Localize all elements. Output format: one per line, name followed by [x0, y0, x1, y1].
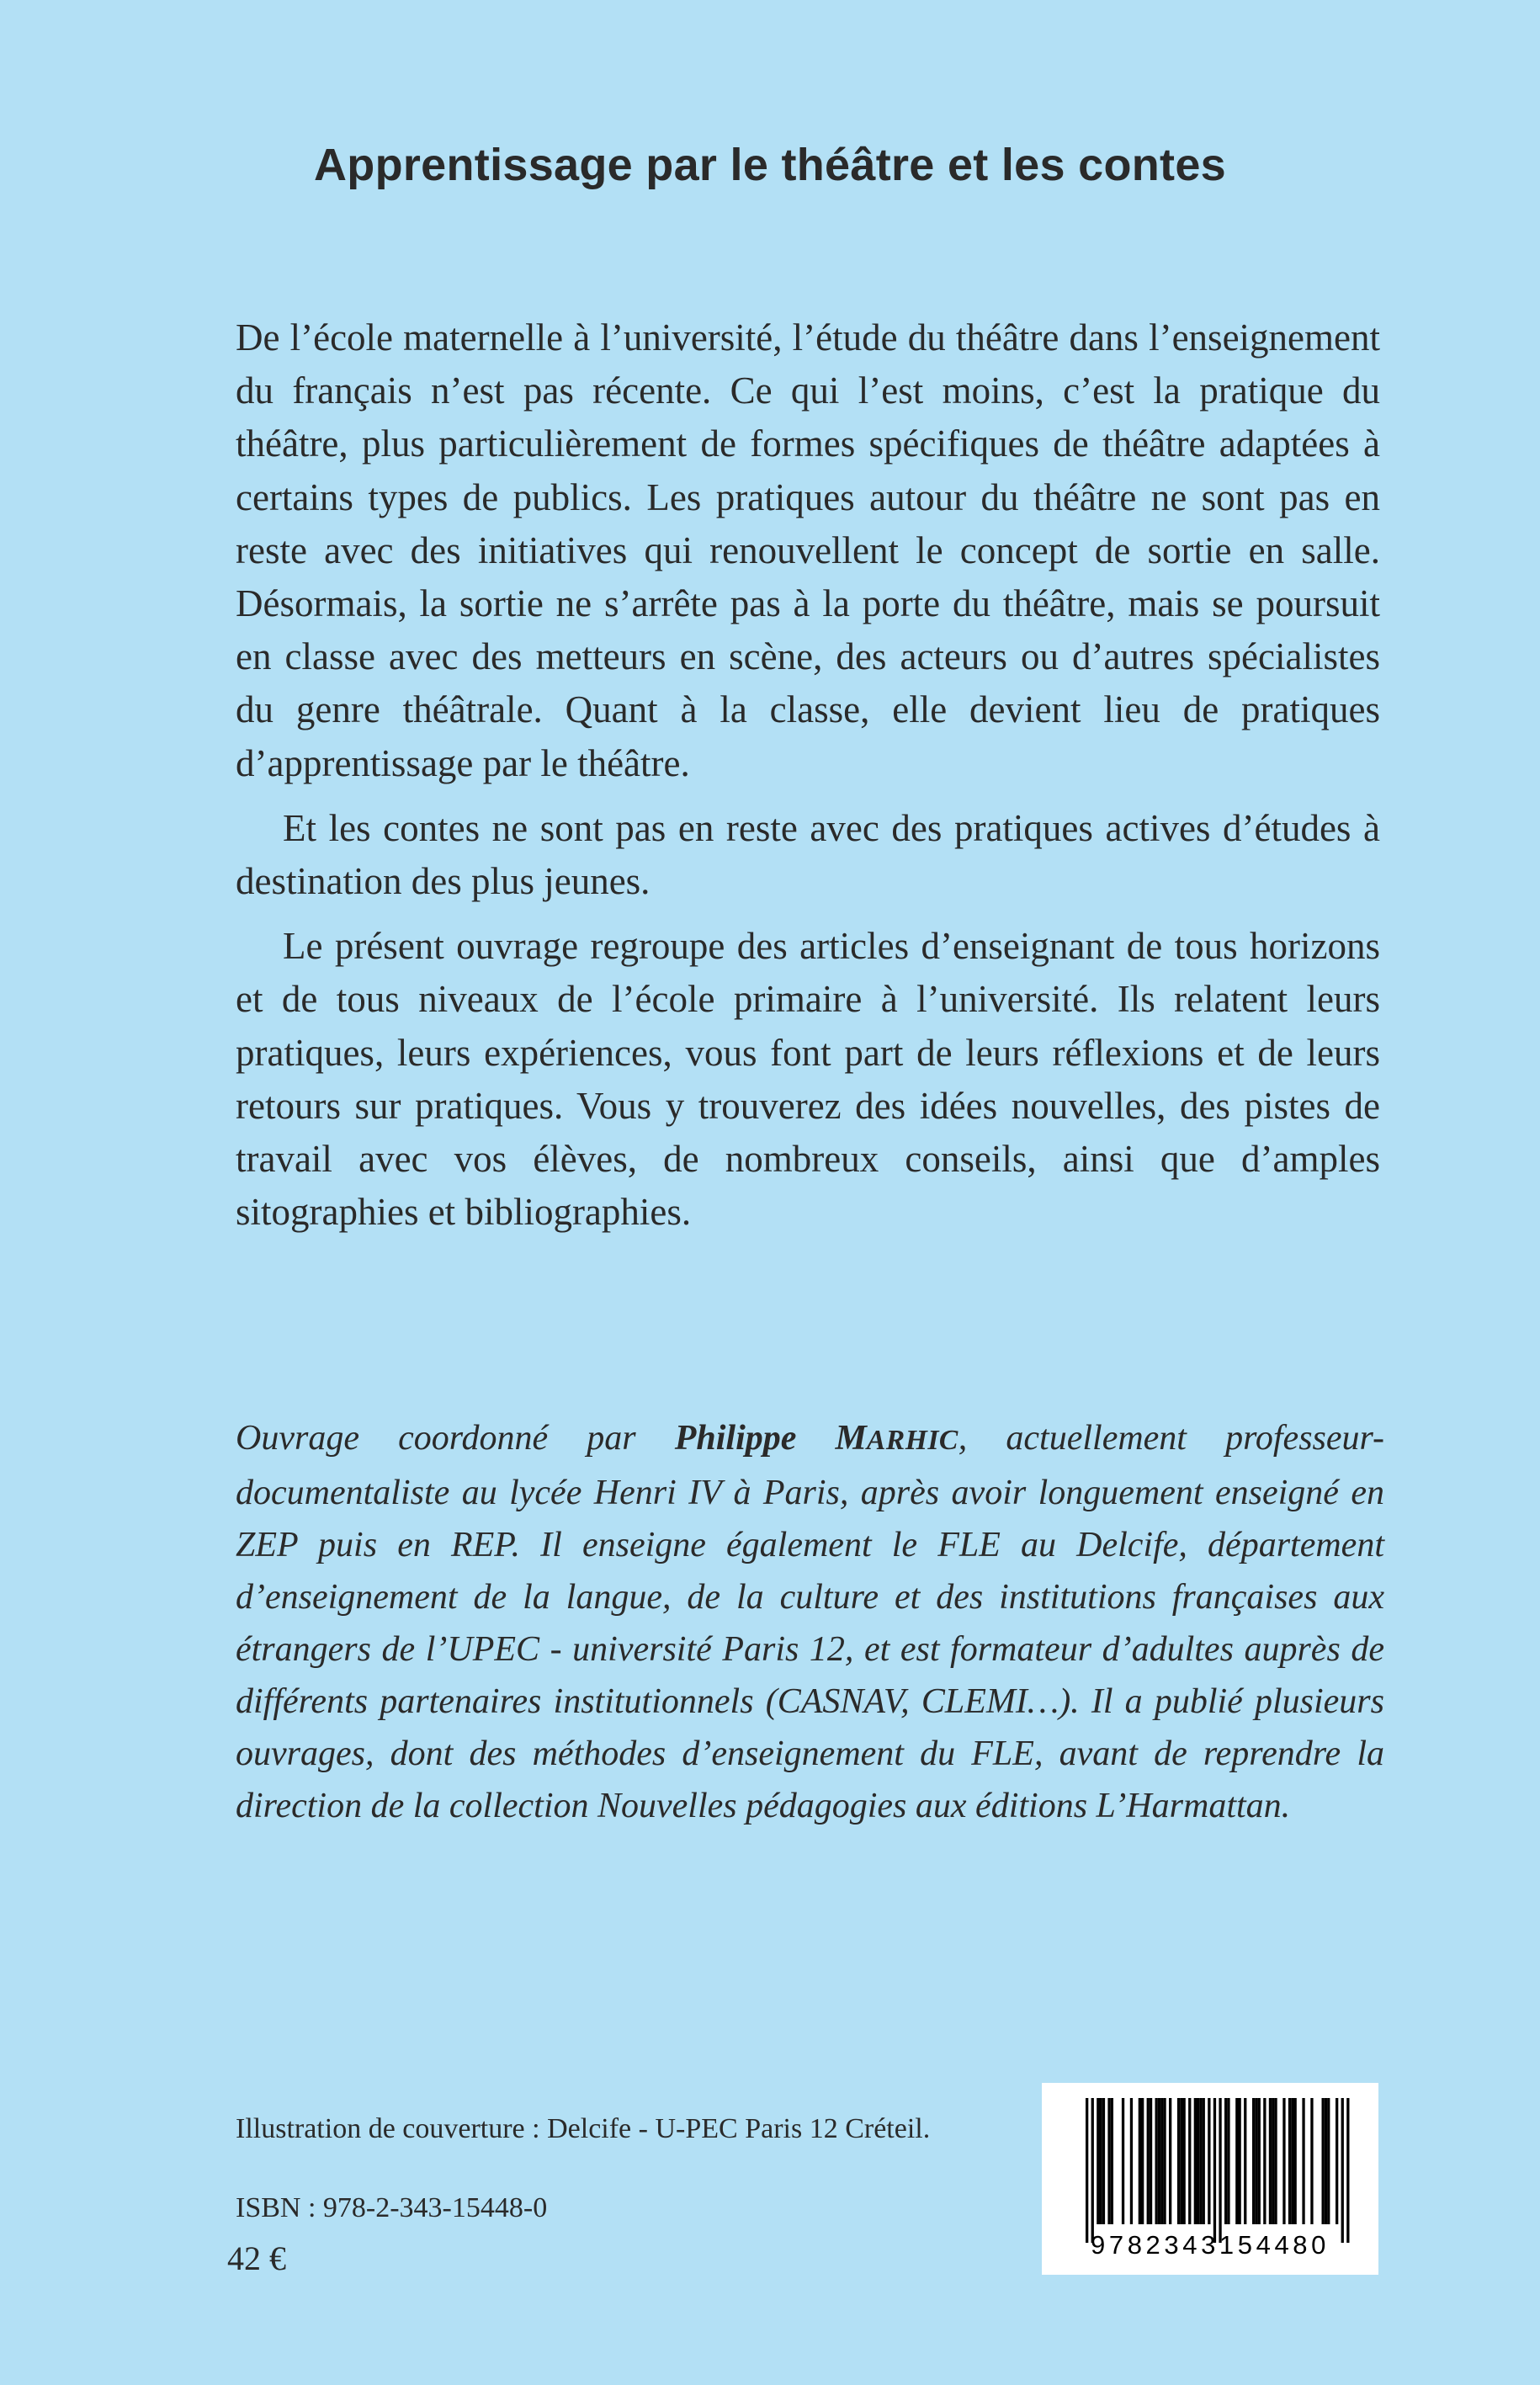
isbn: ISBN : 978-2-343-15448-0 — [236, 2192, 548, 2223]
barcode-bar — [1183, 2098, 1186, 2224]
author-first-name: Philippe — [674, 1419, 797, 1458]
barcode-bar — [1086, 2098, 1088, 2243]
barcode-bar — [1147, 2098, 1150, 2224]
barcode-bar — [1263, 2098, 1266, 2224]
barcode-bar — [1346, 2098, 1349, 2243]
barcode-bar — [1272, 2098, 1274, 2224]
author-last-initial: M — [835, 1419, 867, 1458]
barcode-bar — [1341, 2098, 1344, 2243]
barcode-bar — [1100, 2098, 1102, 2224]
barcode-bar — [1122, 2098, 1124, 2224]
barcode-bar — [1291, 2098, 1293, 2224]
barcode-bar — [1269, 2098, 1272, 2224]
barcode-bar — [1197, 2098, 1199, 2224]
barcode-bar — [1288, 2098, 1291, 2224]
back-cover-blurb — [236, 311, 1380, 1239]
barcode-bar — [1150, 2098, 1152, 2224]
barcode-bar — [1107, 2098, 1110, 2224]
barcode-bar — [1169, 2098, 1171, 2224]
barcode-bar — [1294, 2098, 1297, 2224]
barcode-bar — [1160, 2098, 1163, 2224]
barcode-bar — [1235, 2098, 1238, 2224]
barcode-bar — [1282, 2098, 1285, 2224]
barcode-bar — [1163, 2098, 1166, 2224]
author-bio — [236, 1412, 1384, 1832]
barcode-bar — [1199, 2098, 1202, 2224]
blurb-paragraph-2: Et les contes ne sont pas en reste avec des pratiques actives d’études à destination des plus jeunes. — [236, 806, 1380, 903]
author-last-rest: ARHIC — [866, 1425, 959, 1456]
barcode-bar — [1310, 2098, 1313, 2224]
barcode-bar — [1322, 2098, 1325, 2224]
barcode-bar — [1177, 2098, 1180, 2224]
barcode-bar — [1274, 2098, 1277, 2224]
barcode-bar — [1227, 2098, 1229, 2224]
barcode-bar — [1091, 2098, 1094, 2243]
barcode-bar — [1139, 2098, 1141, 2224]
barcode-bar — [1102, 2098, 1105, 2224]
barcode-bar — [1302, 2098, 1304, 2224]
author-name — [675, 1419, 959, 1458]
bio-intro: Ouvrage coordonné par — [236, 1419, 636, 1458]
barcode-bar — [1336, 2098, 1338, 2224]
barcode-bar — [1130, 2098, 1133, 2224]
barcode-bar — [1158, 2098, 1160, 2224]
barcode-bar — [1219, 2098, 1221, 2243]
barcode-bar — [1203, 2098, 1205, 2224]
barcode-bar — [1255, 2098, 1257, 2224]
barcode-bar — [1213, 2098, 1216, 2243]
barcode-bar — [1111, 2098, 1113, 2224]
barcode-bar — [1155, 2098, 1158, 2224]
barcode-bar — [1239, 2098, 1241, 2224]
barcode-bar — [1258, 2098, 1261, 2224]
barcode-bar — [1194, 2098, 1197, 2224]
cover-illustration-credit: Illustration de couverture : Delcife - U-PEC Paris 12 Créteil. — [236, 2113, 931, 2144]
blurb-paragraph-1: De l’école maternelle à l’université, l’étude du théâtre dans l’enseignement du français n’est pas récente. Ce qui l’est moins, c’est la pratique du théâtre, plus particulièrement de formes spécifiques de théâtre adaptées à certains types de publics. Les pratiques autour du théâtre ne sont pas en reste avec des initiatives qui renouvellent le concept de sortie en salle. Désormais, la sortie ne s’arrête pas à la porte du théâtre, mais se poursuit en classe avec des metteurs en scène, des acteurs ou d’autres spécialistes du genre théâtrale. Quant à la classe, elle devient lieu de pratiques d’apprentissage par le théâtre. — [236, 316, 1380, 784]
barcode-bar — [1252, 2098, 1255, 2224]
barcode-bar — [1224, 2098, 1227, 2224]
barcode-bar — [1327, 2098, 1330, 2224]
barcode-digits: 9782343154480 — [1091, 2230, 1330, 2260]
barcode — [1042, 2083, 1378, 2275]
barcode-bar — [1208, 2098, 1210, 2224]
barcode-bar — [1325, 2098, 1327, 2224]
price: 42 € — [227, 2239, 286, 2277]
barcode-bar — [1180, 2098, 1182, 2224]
page-title: Apprentissage par le théâtre et les contes — [314, 140, 1226, 190]
blurb-paragraph-3: Le présent ouvrage regroupe des articles d’enseignant de tous horizons et de tous niveaux de l’école primaire à l’université. Ils relatent leurs pratiques, leurs expériences, vous font part de leurs réflexions et de leurs retours sur pratiques. Vous y trouverez des idées nouvelles, des pistes de travail avec vos élèves, de nombreux conseils, ainsi que d’amples sitographies et bibliographies. — [236, 925, 1380, 1234]
barcode-bar — [1188, 2098, 1191, 2224]
barcode-bar — [1244, 2098, 1246, 2224]
barcode-bar — [1141, 2098, 1144, 2224]
bio-text: , actuellement professeur-documentaliste au lycée Henri IV à Paris, après avoir longuement enseigné en ZEP puis en REP. Il enseigne également le FLE au Delcife, département d’enseignement de la langue, de la culture et des institutions françaises aux étrangers de l’UPEC - université Paris 12, et est formateur d’adultes auprès de différents partenaires institutionnels (CASNAV, CLEMI…). Il a publié plusieurs ouvrages, dont des méthodes d’enseignement du FLE, avant de reprendre la direction de la collection Nouvelles pédagogies aux éditions L’Harmattan. — [236, 1419, 1385, 1825]
barcode-bar — [1097, 2098, 1099, 2224]
